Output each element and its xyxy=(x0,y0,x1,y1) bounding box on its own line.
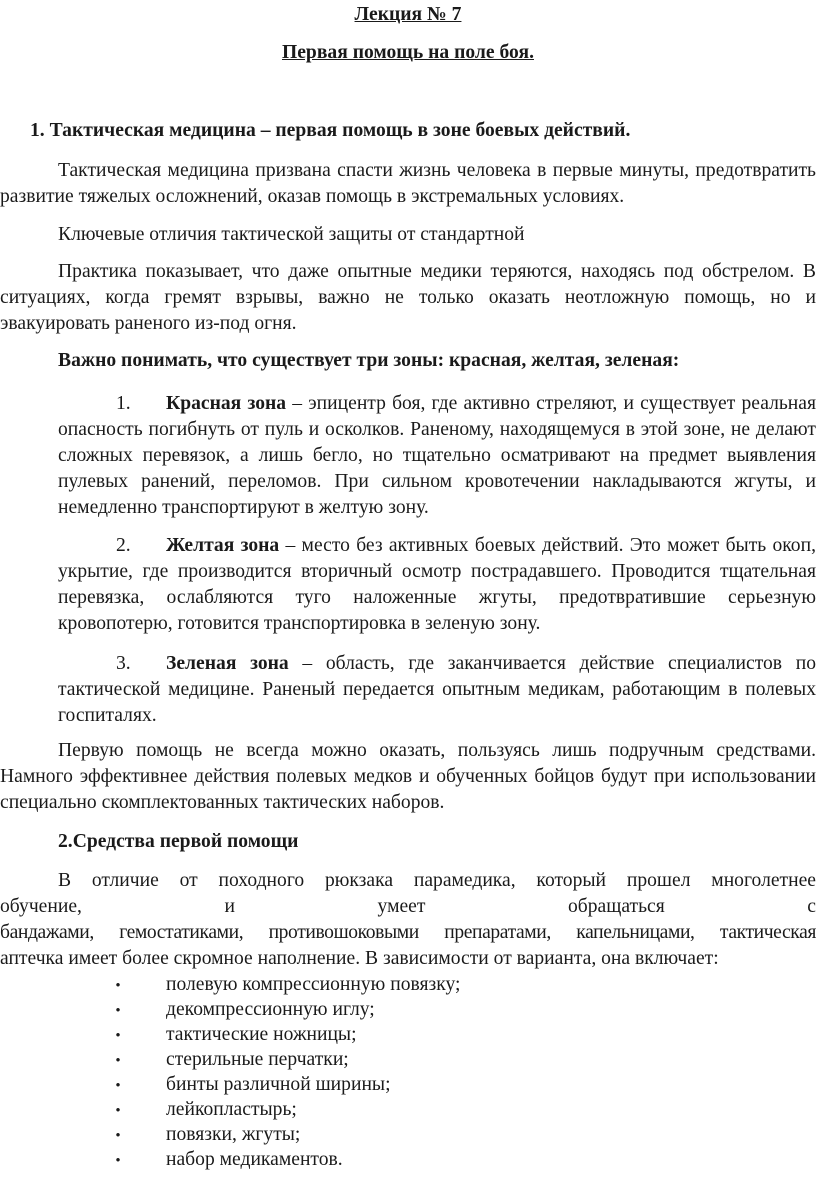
section-2-heading: 2.Средства первой помощи xyxy=(58,831,299,852)
paragraph-tactical-kit-line-3: бандажами, гемостатиками, противошоковыми препаратами, капельницами, тактическая xyxy=(0,922,816,943)
zone-red-term: Красная зона xyxy=(166,393,287,414)
zone-red xyxy=(58,391,816,521)
zones-intro: Важно понимать, что существует три зоны: красная, желтая, зеленая: xyxy=(58,350,680,371)
list-item-text: тактические ножницы; xyxy=(166,1024,357,1045)
zone-green-text: – область, где заканчивается действие специалистов по тактической медицине. Раненый передается опытным медикам, работающим в полевых госпиталях. xyxy=(58,653,816,726)
list-item-text: набор медикаментов. xyxy=(166,1149,343,1170)
bullet-icon xyxy=(114,1022,122,1049)
paragraph-tactical-kit-line-1: В отличие от походного рюкзака парамедика, который прошел многолетнее xyxy=(58,870,816,891)
paragraph-tactical-kit-line-2: обучение, и умеет обращаться с xyxy=(0,896,816,917)
lecture-title: Лекция № 7 xyxy=(354,4,462,25)
bullet-icon xyxy=(114,1122,122,1149)
bullet-icon xyxy=(114,1147,122,1174)
zone-yellow-number: 2. xyxy=(116,535,131,556)
list-item-text: повязки, жгуты; xyxy=(166,1124,301,1145)
paragraph-key-differences: Ключевые отличия тактической защиты от стандартной xyxy=(58,224,525,245)
paragraph-practice: Практика показывает, что даже опытные медики теряются, находясь под обстрелом. В ситуациях, когда гремят взрывы, важно не только оказать неотложную помощь, но и эвакуировать раненого из-под огня. xyxy=(0,261,816,334)
list-item-text: полевую компрессионную повязку; xyxy=(166,974,461,995)
bullet-icon xyxy=(114,1097,122,1124)
zone-green xyxy=(58,651,816,729)
paragraph-intro: Тактическая медицина призвана спасти жизнь человека в первые минуты, предотвратить развитие тяжелых осложнений, оказав помощь в экстремальных условиях. xyxy=(0,160,816,207)
zone-yellow-text: – место без активных боевых действий. Это может быть окоп, укрытие, где производится вторичный осмотр пострадавшего. Проводится тщательная перевязка, ослабляются туго наложенные жгуты, предотвратившие серьезную кровопотерю, готовится транспортировка в зеленую зону. xyxy=(58,535,816,634)
bullet-icon xyxy=(114,972,122,999)
zone-green-term: Зеленая зона xyxy=(166,653,289,674)
bullet-icon xyxy=(114,997,122,1024)
zone-red-number: 1. xyxy=(116,393,131,414)
zone-green-number: 3. xyxy=(116,653,131,674)
bullet-icon xyxy=(114,1047,122,1074)
section-1-heading: 1. Тактическая медицина – первая помощь в зоне боевых действий. xyxy=(30,120,631,141)
list-item-text: стерильные перчатки; xyxy=(166,1049,349,1070)
zone-yellow xyxy=(58,533,816,637)
zone-yellow-term: Желтая зона xyxy=(166,535,280,556)
paragraph-tactical-kit-line-4: аптечка имеет более скромное наполнение. В зависимости от варианта, она включает: xyxy=(0,948,719,969)
bullet-icon xyxy=(114,1072,122,1099)
list-item-text: лейкопластырь; xyxy=(166,1099,297,1120)
lecture-subtitle: Первая помощь на поле боя. xyxy=(282,42,534,63)
list-item-text: декомпрессионную иглу; xyxy=(166,999,375,1020)
list-item-text: бинты различной ширины; xyxy=(166,1074,391,1095)
zone-red-text: – эпицентр боя, где активно стреляют, и существует реальная опасность погибнуть от пуль и осколков. Раненому, находящемуся в этой зоне, не делают сложных перевязок, а лишь бегло, но тщательно осматривают на предмет выявления пулевых ранений, переломов. При сильном кровотечении накладываются жгуты, и немедленно транспортируют в желтую зону. xyxy=(58,393,816,518)
paragraph-first-aid: Первую помощь не всегда можно оказать, пользуясь лишь подручным средствами. Намного эффективнее действия полевых медков и обученных бойцов будут при использовании специально скомплектованных тактических наборов. xyxy=(0,740,816,813)
